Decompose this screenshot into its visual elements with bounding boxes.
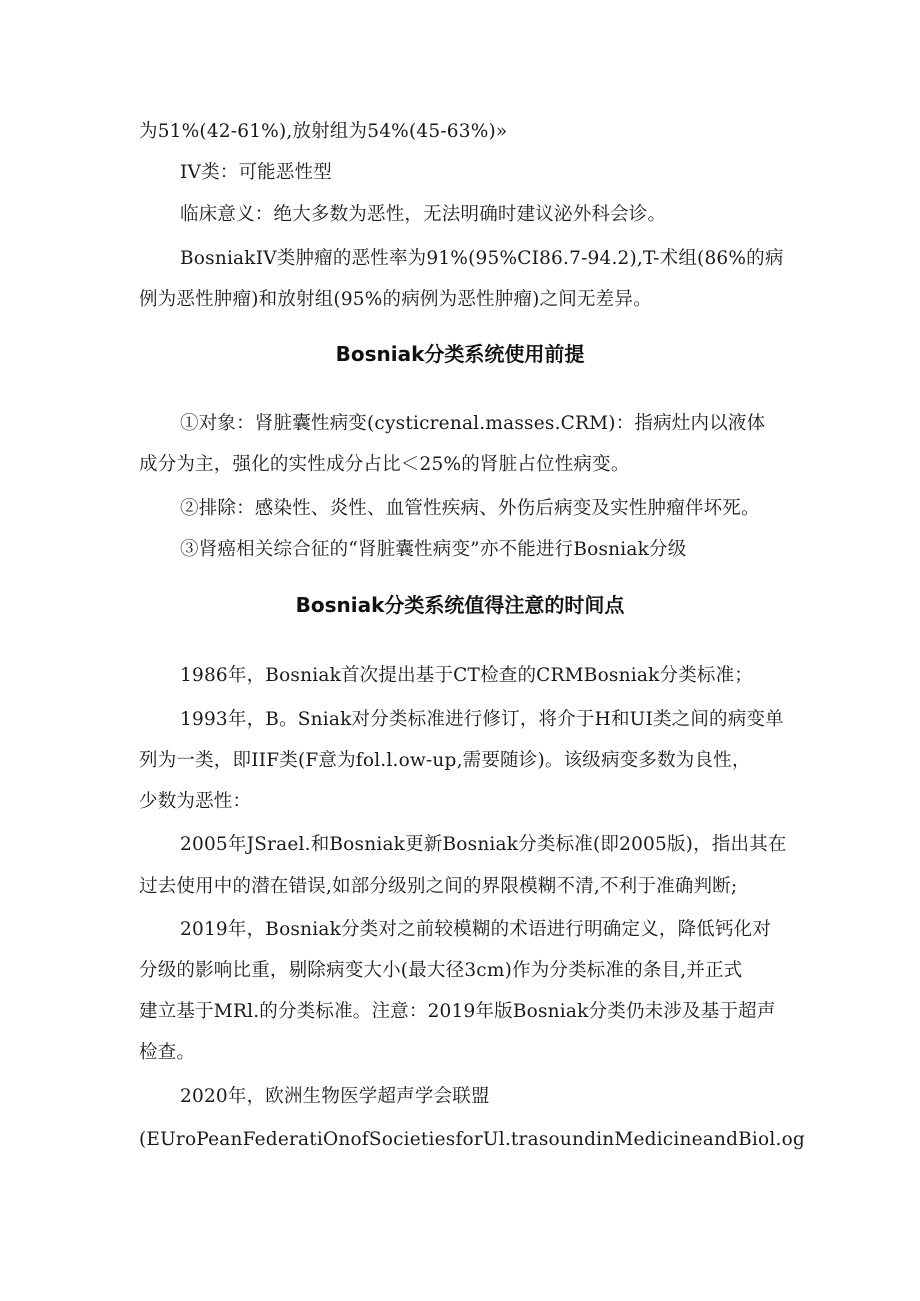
text-line: 列为一类，即IIF类(F意为fol.l.ow-up,需要随诊)。该级病变多数为良性， xyxy=(139,750,751,771)
text-line: (EUroPeanFederatiOnofSocietiesforUl.trasoundinMedicineandBiol.og xyxy=(139,1129,805,1150)
text-line: ③肾癌相关综合征的“肾脏囊性病变”亦不能进行Bosniak分级 xyxy=(180,539,687,560)
text-line: 分级的影响比重，剔除病变大小(最大径3cm)作为分类标准的条目,并正式 xyxy=(139,960,743,981)
section-heading: Bosniak分类系统使用前提 xyxy=(335,342,585,366)
text-line: 1986年，Bosniak首次提出基于CT检查的CRMBosniak分类标准； xyxy=(180,665,753,686)
text-line: ②排除：感染性、炎性、血管性疾病、外伤后病变及实性肿瘤伴坏死。 xyxy=(180,498,760,519)
text-line: 2020年，欧洲生物医学超声学会联盟 xyxy=(180,1086,490,1107)
text-line: BosniakIV类肿瘤的恶性率为91%(95%CI86.7-94.2),T-术组(86%的病 xyxy=(180,248,784,269)
text-line: 例为恶性肿瘤)和放射组(95%的病例为恶性肿瘤)之间无差异。 xyxy=(139,289,652,310)
text-line: 临床意义：绝大多数为恶性，无法明确时建议泌外科会诊。 xyxy=(180,204,667,225)
text-line: 1993年，B。Sniak对分类标准进行修订，将介于H和UI类之间的病变单 xyxy=(180,709,784,730)
text-line: 检查。 xyxy=(139,1042,196,1063)
text-line: IV类：可能恶性型 xyxy=(180,162,332,183)
text-line: 2019年，Bosniak分类对之前较模糊的术语进行明确定义，降低钙化对 xyxy=(180,919,772,940)
text-line: 少数为恶性： xyxy=(139,791,252,812)
text-line: 建立基于MRl.的分类标准。注意：2019年版Bosniak分类仍未涉及基于超声 xyxy=(139,1001,776,1022)
text-line: ①对象：肾脏囊性病变(cysticrenal.masses.CRM)：指病灶内以液体 xyxy=(180,413,766,434)
text-line: 成分为主，强化的实性成分占比＜25%的肾脏占位性病变。 xyxy=(139,454,630,475)
section-heading: Bosniak分类系统值得注意的时间点 xyxy=(295,593,625,617)
text-line: 2005年JSrael.和Bosniak更新Bosniak分类标准(即2005版)，指出其在 xyxy=(180,834,787,855)
text-line: 为51%(42-61%),放射组为54%(45-63%)» xyxy=(139,121,508,142)
text-line: 过去使用中的潜在错误,如部分级别之间的界限模糊不清,不利于准确判断; xyxy=(139,876,738,897)
